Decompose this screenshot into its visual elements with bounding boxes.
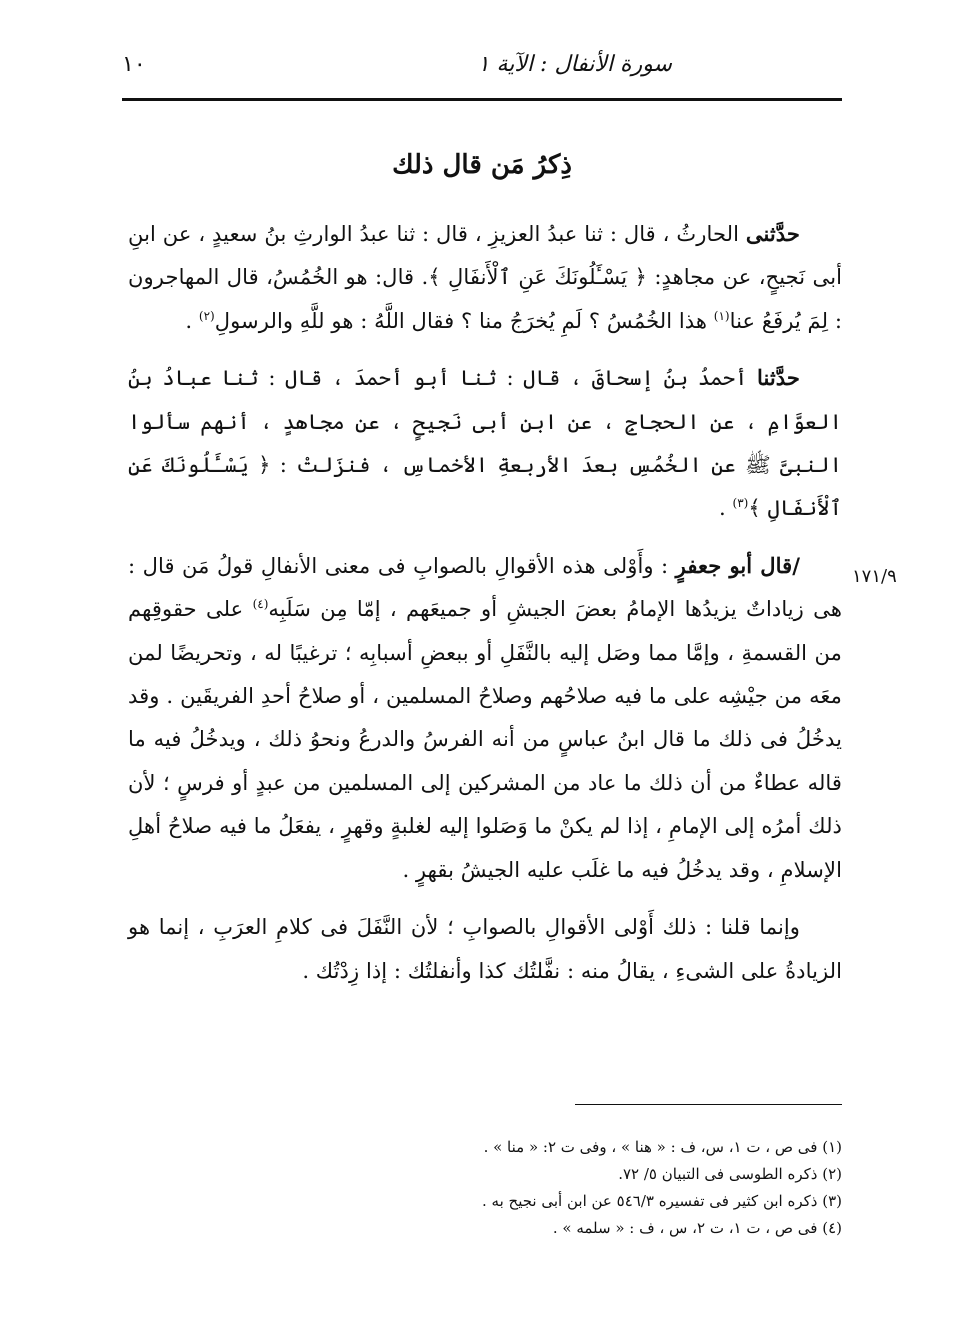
footnote-1: (١) فى ص ، ت ١، س، ف : « هنا » ، وفى ت ٢: « منا » . [483,1138,842,1156]
footnote-rule [575,1104,842,1105]
paragraph-lead: حدَّثنى [745,221,800,246]
surah-label: سورة الأنفال : الآية ١ [477,52,672,77]
margin-reference: ١٧١/٩ [852,566,897,587]
paragraph-lead: حدَّثنا [757,365,800,391]
paragraph-text: : وأَوْلى هذه الأقوالِ بالصوابِ فى معنى الأنفالِ قولُ مَن قال : هى زياداتٌ يزيدُها الإمامُ بعضَ الجيشِ أو جميعَهم ، إمّا مِن سَلَبِه [128,552,843,622]
paragraph-1 [128,212,842,342]
page-number: ١٠ [122,52,146,77]
main-text [128,212,842,1006]
header-rule [122,98,842,101]
footnote-ref: (٢) [198,308,215,323]
paragraph-4 [128,905,842,992]
paragraph-text: . [719,495,733,521]
paragraph-text: الحارثُ ، قال : ثنا عبدُ العزيزِ ، قال : ثنا عبدُ الوارثِ بنُ سعيدٍ ، عن ابنِ أبى نَجيحٍ، عن مجاهدٍ: ﴿ يَسْـَٔلُونَكَ عَنِ ٱلْأَنفَالِ ﴾. قال: هو الخُمُسُ، قال المهاجرون : لِمَ يُرفَعُ عنا [128,221,842,333]
paragraph-text: على حقوقِهم من القسمةِ ، وإمَّا مما وصَل إليه بالنَّفَلِ أو ببعضِ أسبابِه ؛ ترغيبًا له ، وتحريضًا لمن معَه من جيْشِه على ما فيه صلاحُهم وصلاحُ المسلمين ، أو صلاحُ أحدِ الفريقَين . وقد يدخُلُ فى ذلك ما قال ابنُ عباسٍ من أنه الفرسُ والدرعُ ونحوُ ذلك ، ويدخُلُ فيه ما قاله عطاءٌ من أن ذلك ما عاد من المشركين إلى المسلمين من عبدٍ أو فرسٍ ؛ لأن ذلك أمرُه إلى الإمامِ ، إذا لم يكنْ ما وَصَلوا إليه لغلبةٍ وقهرٍ ، يفعَلُ ما فيه صلاحُ أهلِ الإسلامِ ، وقد يدخُلُ فيه ما غلَب عليه الجيشُ بقهرٍ . [128,596,842,882]
paragraph-3 [128,544,842,891]
footnote-4: (٤) فى ص ، ت ١، ت ٢، س ، ف : « سلمه » . [552,1219,842,1237]
paragraph-text: أحمدُ بنُ إسحاقَ ، قال : ثنا أبو أحمدَ ، قال : ثنا عبادُ بنُ العوَّامِ ، عن الحجاجِ ، عن ابنِ أبى نَجيحٍ ، عن مجاهدٍ ، أنهم سألوا النبىَّ ﷺ عن الخُمُسِ بعدَ الأربعةِ الأخماسِ ، فنزَلتْ : ﴿ يَسْـَٔلُونَكَ عَنِ ٱلْأَنفَالِ ﴾ [128,365,842,521]
paragraph-2 [128,356,842,530]
footnote-3: (٣) ذكره ابن كثير فى تفسيره ٥٤٦/٣ عن ابن أبى نجيح به . [482,1192,842,1210]
running-head [122,52,842,92]
footnote-ref: (٣) [732,496,749,511]
paragraph-text: وإنما قلنا : ذلك أَوْلى الأقوالِ بالصوابِ ؛ لأن النَّفَلَ فى كلامِ العرَبِ ، إنما هو الزيادةُ على الشىءِ ، يقالُ منه : نفَّلتُك كذا وأنفلتُك : إذا زِدْتُك . [128,914,842,983]
footnote-ref: (٤) [252,597,269,612]
footnote-ref: (١) [713,308,730,323]
section-title: ذِكرُ مَن قال ذلك [392,150,572,180]
footnotes [128,1134,842,1242]
paragraph-text: . [185,307,199,333]
paragraph-lead: /قال أبو جعفرٍ [675,552,800,578]
footnote-2: (٢) ذكره الطوسى فى التبيان ٥/ ٧٢. [618,1165,842,1183]
paragraph-text: هذا الخُمُسُ ؟ لَمِ يُخرَجُ منا ؟ فقال اللَّهُ : هو للَّهِ والرسولِ [214,307,714,333]
